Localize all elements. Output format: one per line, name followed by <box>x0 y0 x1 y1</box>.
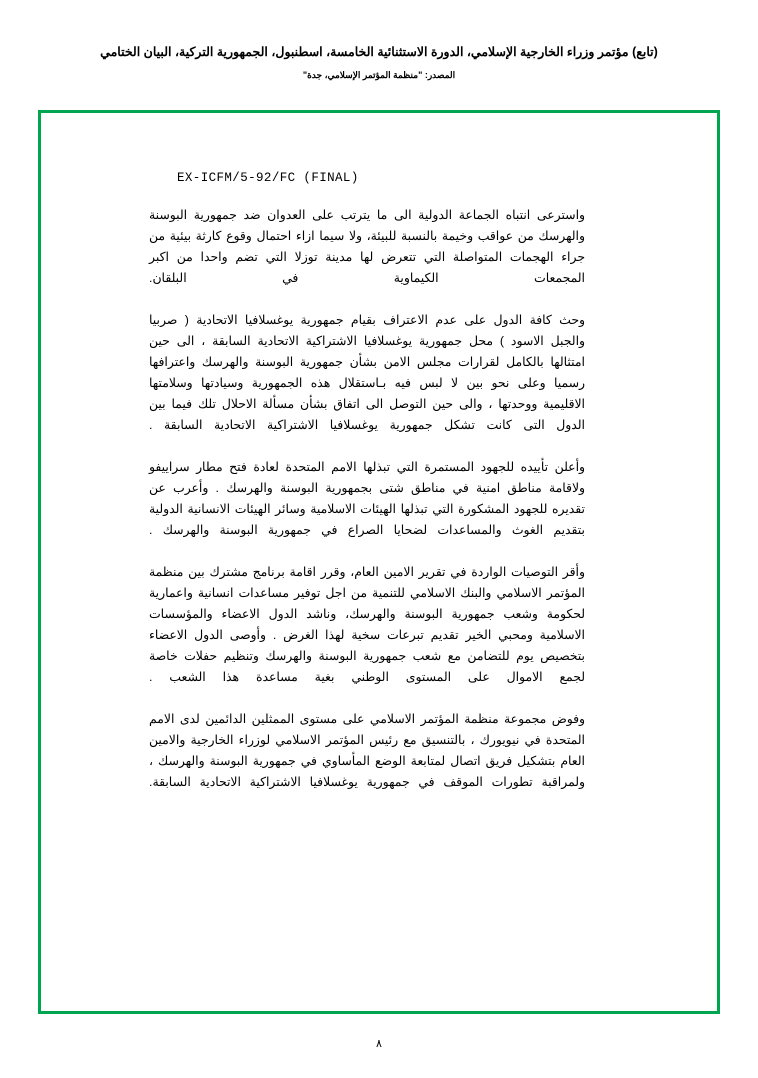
paragraph: وفوض مجموعة منظمة المؤتمر الاسلامي على مستوى الممثلين الدائمين لدى الامم المتحدة في نيويورك ، بالتنسيق مع رئيس المؤتمر الاسلامي لوزراء الخارجية والامين العام بتشكيل فريق اتصال لمتابعة الوضع المأساوي في جمهورية البوسنة والهرسك ، ولمراقبة تطورات الموقف في جمهورية يوغسلافيا الاشتراكية الاتحادية السابقة. <box>149 712 585 789</box>
green-content-frame <box>38 110 720 1014</box>
page-number: ٨ <box>376 1038 382 1050</box>
paragraph: وأعلن تأييده للجهود المستمرة التي تبذلها الامم المتحدة لعادة فتح مطار سراييفو ولاقامة مناطق امنية في مناطق شتى بجمهورية البوسنة والهرسك . وأعرب عن تقديره للجهود المشكورة التي تبذلها الهيئات الاسلامية وسائر الهيئات الانسانية الدولية بتقديم الغوث والمساعدات لضحايا الصراع في جمهورية البوسنة والهرسك . <box>149 460 585 537</box>
paragraph: وأقر التوصيات الواردة في تقرير الامين العام، وقرر اقامة برنامج مشترك بين منظمة المؤتمر الاسلامي والبنك الاسلامي للتنمية من اجل توفير مساعدات انسانية واعمارية لحكومة وشعب جمهورية البوسنة والهرسك، وناشد الدول الاعضاء والمؤسسات الاسلامية ومحبي الخير تقديم تبرعات سخية لهذا الغرض . وأوصى الدول الاعضاء بتخصيص يوم للتضامن مع شعب جمهورية البوسنة والهرسك وتنظيم حفلات خاصة لجمع الاموال على المستوى الوطني بغية مساعدة هذا الشعب . <box>149 565 585 684</box>
document-reference: EX-ICFM/5-92/FC (FINAL) <box>177 171 359 185</box>
document-header <box>0 44 758 81</box>
paragraph: وحث كافة الدول على عدم الاعتراف بقيام جمهورية يوغسلافيا الاتحادية ( صربيا والجبل الاسود ) محل جمهورية يوغسلافيا الاشتراكية الاتحادية السابقة ، الى حين امتثالها بالكامل لقرارات مجلس الامن بشأن جمهورية البوسنة والهرسك واعترافها رسميا وعلى نحو بين لا لبس فيه بـاستقلال هذه الجمهورية وسيادتها وسلامتها الاقليمية ووحدتها ، والى حين التوصل الى اتفاق بشأن مسألة الاحلال تلك فيما بين الدول التى كانت تشكل جمهورية يوغسلافيا الاشتراكية الاتحادية السابقة . <box>149 313 585 432</box>
header-title: (تابع) مؤتمر وزراء الخارجية الإسلامي، الدورة الاستثنائية الخامسة، اسطنبول، الجمهورية التركية، البيان الختامي <box>100 45 658 59</box>
header-source: المصدر: "منظمة المؤتمر الإسلامي، جدة" <box>302 70 456 80</box>
paragraph: واسترعى انتباه الجماعة الدولية الى ما يترتب على العدوان ضد جمهورية البوسنة والهرسك من عواقب وخيمة بالنسبة للبيئة، ولا سيما ازاء احتمال وقوع كارثة بيئية من جراء الهجمات المتواصلة التي تتعرض لها مدينة توزلا التي تضم واحدا من اكبر المجمعات الكيماوية في البلقان. <box>149 208 585 285</box>
document-body <box>149 171 585 793</box>
